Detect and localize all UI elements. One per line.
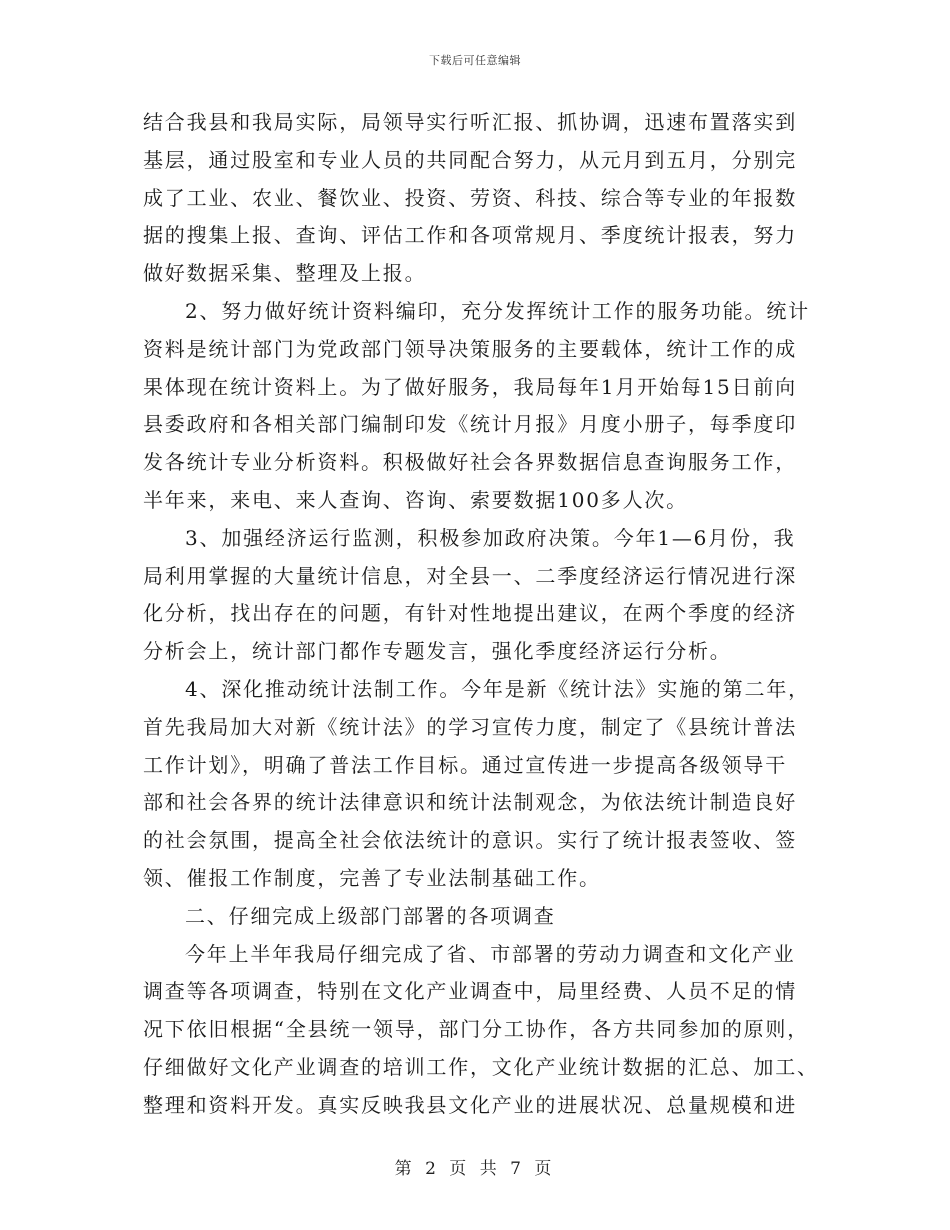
text-line: 工作计划》，明确了普法工作目标。通过宣传进一步提高各级领导干 [143,752,787,777]
text-line: 3、加强经济运行监测，积极参加政府决策。今年1—6月份，我 [185,525,796,550]
text-line: 部和社会各界的统计法律意识和统计法制观念，为依法统计制造良好 [143,790,797,815]
text-line: 整理和资料开发。真实反映我县文化产业的进展状况、总量规模和进 [143,1092,797,1117]
text-line: 仔细做好文化产业调查的培训工作，文化产业统计数据的汇总、加工、 [143,1054,819,1079]
document-body [143,104,819,1125]
page-header: 下载后可任意编辑 [429,54,521,67]
text-line: 2、努力做好统计资料编印，充分发挥统计工作的服务功能。统计 [185,298,810,323]
text-line: 做好数据采集、整理及上报。 [143,261,427,286]
text-line: 的社会氛围，提高全社会依法统计的意识。实行了统计报表签收、签 [143,828,797,853]
text-line: 县委政府和各相关部门编制印发《统计月报》月度小册子，每季度印 [143,412,797,437]
text-line: 资料是统计部门为党政部门领导决策服务的主要载体，统计工作的成 [143,336,797,361]
text-line: 调查等各项调查，特别在文化产业调查中，局里经费、人员不足的情 [143,979,797,1004]
text-line: 领、催报工作制度，完善了专业法制基础工作。 [143,865,601,890]
text-line: 据的搜集上报、查询、评估工作和各项常规月、季度统计报表，努力 [143,223,797,248]
text-line: 首先我局加大对新《统计法》的学习宣传力度，制定了《县统计普法 [143,714,797,739]
text-line: 况下依旧根据“全县统一领导，部门分工协作，各方共同参加的原则， [143,1017,810,1042]
text-line: 半年来，来电、来人查询、咨询、索要数据100多人次。 [143,487,688,512]
text-line: 结合我县和我局实际，局领导实行听汇报、抓协调，迅速布置落实到 [143,110,797,134]
text-line: 化分析，找出存在的问题，有针对性地提出建议，在两个季度的经济 [143,601,797,626]
text-line: 今年上半年我局仔细完成了省、市部署的劳动力调查和文化产业 [185,941,796,966]
text-line: 发各统计专业分析资料。积极做好社会各界数据信息查询服务工作， [143,450,797,475]
text-line: 分析会上，统计部门都作专题发言，强化季度经济运行分析。 [143,639,732,664]
text-line: 局利用掌握的大量统计信息，对全县一、二季度经济运行情况进行深 [143,563,797,588]
page-footer: 第 2 页 共 7 页 [394,1159,556,1179]
text-line: 基层，通过股室和专业人员的共同配合努力，从元月到五月，分别完 [143,147,797,172]
text-line: 果体现在统计资料上。为了做好服务，我局每年1月开始每15日前向 [143,374,797,399]
text-line: 二、仔细完成上级部门部署的各项调查 [185,903,556,928]
text-line: 成了工业、农业、餐饮业、投资、劳资、科技、综合等专业的年报数 [143,185,797,210]
text-line: 4、深化推动统计法制工作。今年是新《统计法》实施的第二年， [185,676,810,701]
